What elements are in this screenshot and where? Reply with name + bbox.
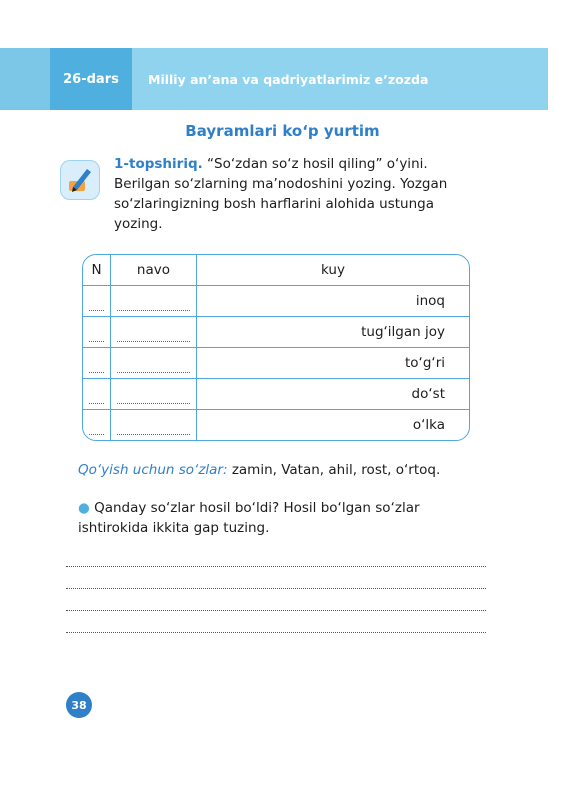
bullet-icon: ● (78, 500, 90, 516)
table-row (83, 348, 469, 379)
answer-blank[interactable] (111, 379, 197, 410)
given-word: inoq (197, 286, 469, 317)
table-row (83, 317, 469, 348)
writing-line[interactable] (66, 566, 486, 567)
given-word: tug‘ilgan joy (197, 317, 469, 348)
answer-blank[interactable] (83, 410, 111, 440)
lesson-number: 26-dars (50, 48, 132, 110)
table-row (83, 379, 469, 410)
answer-blank[interactable] (111, 286, 197, 317)
answer-blank[interactable] (83, 317, 111, 348)
table-row (83, 410, 469, 440)
hint-list: zamin, Vatan, ahil, rost, o‘rtoq. (231, 462, 441, 478)
task-text: “So‘zdan so‘z hosil qiling” o‘yini. Berilgan so‘zlarning ma’nodoshini yozing. Yozgan so‘zlaringizning bosh harflarini alohida ustunga yozing. (114, 156, 448, 232)
task-instruction (114, 154, 464, 234)
hint-words (78, 462, 440, 478)
question-text: Qanday so‘zlar hosil bo‘ldi? Hosil bo‘lgan so‘zlar ishtirokida ikkita gap tuzing. (78, 500, 420, 536)
task-label: 1-topshiriq. (114, 156, 203, 172)
table-row (83, 286, 469, 317)
answer-blank[interactable] (111, 348, 197, 379)
answer-blank[interactable] (111, 317, 197, 348)
given-word: to‘g‘ri (197, 348, 469, 379)
answer-blank[interactable] (83, 379, 111, 410)
hint-label: Qo‘yish uchun so‘zlar: (78, 462, 228, 478)
pencil-task-icon (60, 160, 100, 200)
answer-blank[interactable] (111, 410, 197, 440)
header-accent (0, 48, 56, 110)
given-word: o‘lka (412, 417, 445, 433)
writing-line[interactable] (66, 632, 486, 633)
page-title: Bayramlari ko‘p yurtim (185, 122, 380, 140)
lesson-header (0, 48, 548, 110)
question (78, 498, 458, 538)
writing-line[interactable] (66, 588, 486, 589)
table-header-row (83, 255, 469, 286)
column-header: navo (111, 255, 197, 286)
lesson-title: Milliy an’ana va qadriyatlarimiz e’zozda (148, 71, 429, 87)
given-word: do‘st (197, 379, 469, 410)
column-header: N (83, 255, 111, 286)
answer-blank[interactable] (83, 286, 111, 317)
word-table (82, 254, 470, 441)
column-header: kuy (197, 255, 469, 286)
answer-blank[interactable] (83, 348, 111, 379)
page-number: 38 (66, 692, 92, 718)
writing-line[interactable] (66, 610, 486, 611)
